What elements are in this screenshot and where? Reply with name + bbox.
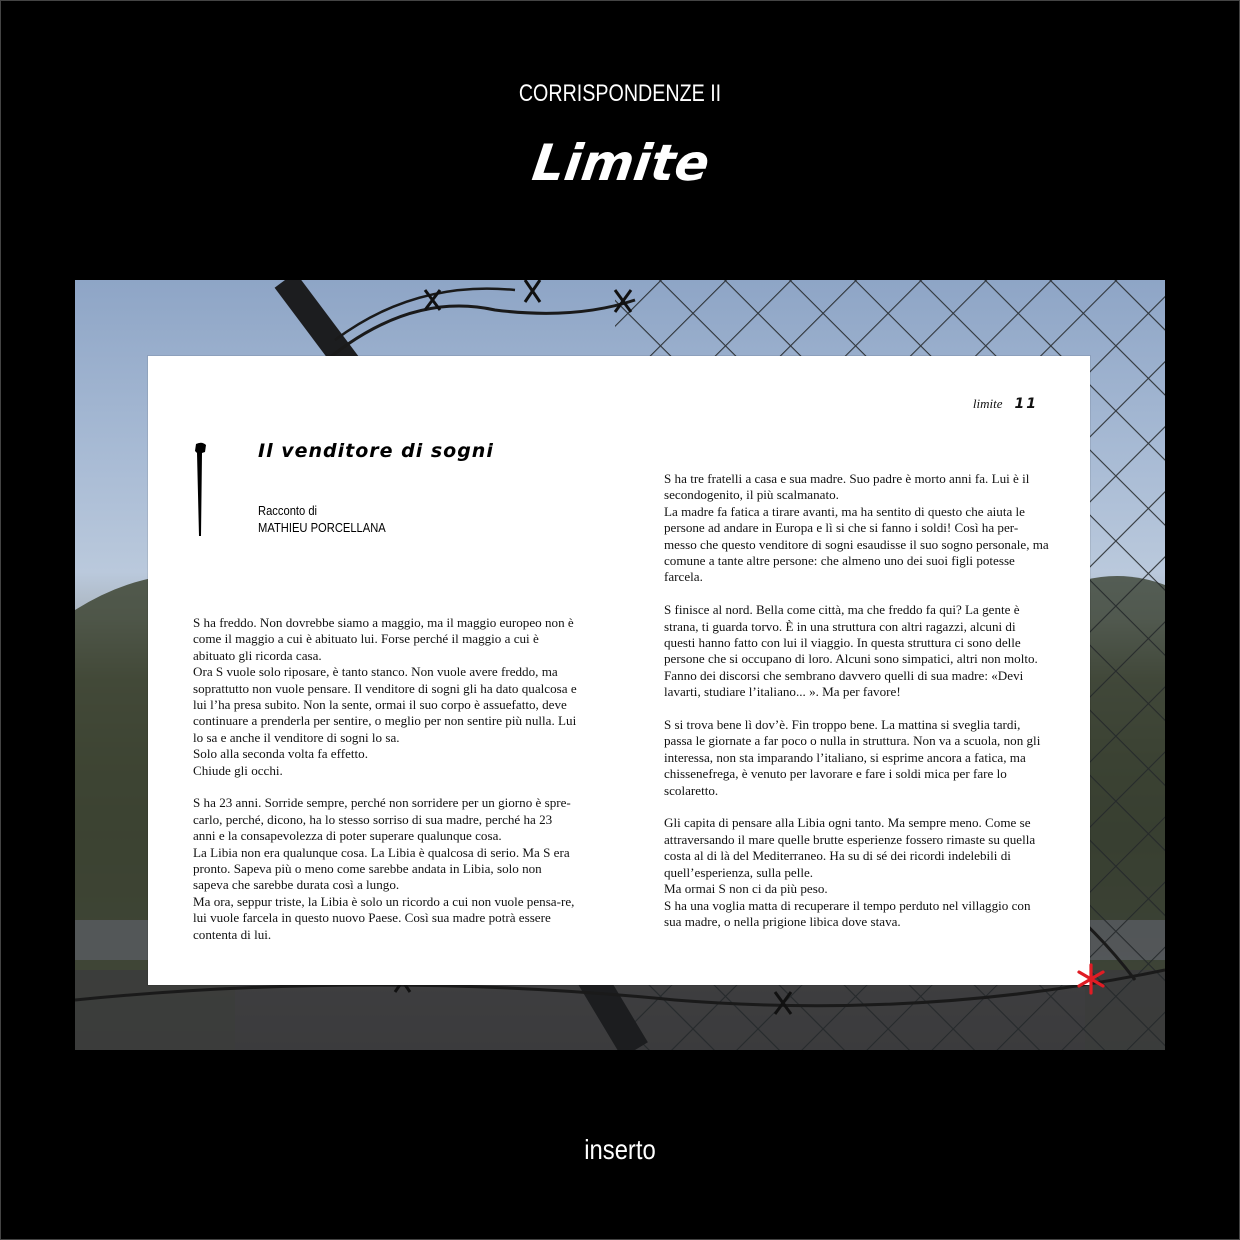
paragraph — [664, 717, 1049, 799]
line: S ha una voglia matta di recuperare il tempo perduto nel villaggio con sua madre, o nella prigione libica dove stava. — [664, 897, 1031, 929]
line: S ha freddo. Non dovrebbe siamo a maggio, ma il maggio europeo non è come il maggio a cui è abituato lui. Forse perché il maggio a cui è abituato gli ricorda casa. — [193, 615, 574, 663]
paragraph — [193, 615, 578, 779]
paragraph — [664, 815, 1049, 930]
brand-logo-text: Limite — [529, 133, 714, 192]
magazine-page — [148, 356, 1090, 985]
paragraph — [664, 602, 1049, 700]
line: S ha 23 anni. Sorride sempre, perché non sorridere per un giorno è spre-carlo, perché, dicono, ha lo stesso sorriso di sua madre, perché ha 23 anni e la consapevolezza di poter superare qualunque cosa. — [193, 795, 571, 844]
line: La Libia non era qualunque cosa. La Libia è qualcosa di serio. Ma S era pronto. Sapeva più o meno come sarebbe andata in Libia, solo non sapeva che sarebbe durata così a lungo. — [193, 844, 570, 893]
nail-icon — [192, 442, 212, 538]
line: La madre fa fatica a tirare avanti, ma ha sentito di questo che aiuta le persone ad andare in Europa e lì si che si fanno i soldi! Così ha per-messo che questo venditore di sogni esaudisse il suo sogno personale, ma comune a tante altre persone: che almeno uno dei suoi figli potesse farcela. — [664, 503, 1049, 585]
story-title: Il venditore di sogni — [258, 440, 494, 462]
author-name: MATHIEU PORCELLANA — [258, 520, 386, 535]
line: S ha tre fratelli a casa e sua madre. Suo padre è morto anni fa. Lui è il secondogenito, il più scalmanato. — [664, 471, 1030, 503]
running-head-title: limite — [972, 396, 1003, 411]
line: Gli capita di pensare alla Libia ogni tanto. Ma sempre meno. Come se attraversando il mare quelle brutte esperienze fossero rimaste su quella costa al di là del Mediterraneo. Ha su di sé dei ricordi indelebili di quell’esperienza, sulla pelle. — [664, 815, 1036, 880]
line: Ma ora, seppur triste, la Libia è solo un ricordo a cui non vuole pensa-re, lui vuole farcela in questo nuovo Paese. Così sua madre potrà essere contenta di lui. — [193, 893, 575, 942]
footer-label: inserto — [584, 1134, 656, 1165]
brand-logo — [520, 128, 720, 198]
line: Ma ormai S non ci da più peso. — [664, 881, 828, 897]
byline-label: Racconto di — [258, 503, 318, 518]
series-title: CORRISPONDENZE II — [518, 80, 722, 107]
right-column — [664, 471, 1049, 947]
paragraph — [193, 795, 578, 943]
page-number: 11 — [1014, 396, 1038, 412]
byline — [258, 502, 386, 536]
line: S si trova bene lì dov’è. Fin troppo bene. La mattina si sveglia tardi, passa le giornate a far poco o nulla in struttura. Non va a scuola, non gli interessa, non sta imparando l’italiano, si esprime ancora a fatica, ma chissenefrega, è venuto per lavorare e fare i soldi mica per fare lo scolaretto. — [664, 717, 1041, 798]
left-column — [193, 615, 578, 960]
running-head — [973, 396, 1038, 412]
paragraph — [664, 471, 1049, 586]
line: S finisce al nord. Bella come città, ma che freddo fa qui? La gente è strana, ti guarda torvo. È in una struttura con altri ragazzi, alcuni di questi hanno fatto con lui il viaggio. In questa struttura ci sono delle persone che si occupano di loro. Alcuni sono simpatici, altri non molto. Fanno dei discorsi che sembrano davvero quelli di sua madre: «Devi lavarti, studiare l’italiano... ». Ma per favore! — [664, 602, 1038, 700]
line: Ora S vuole solo riposare, è tanto stanco. Non vuole avere freddo, ma soprattutto non vuole pensare. Il venditore di sogni gli ha dato qualcosa e lui l’ha presa subito. Non la sente, ormai il suo corpo è assuefatto, deve continuare a prenderla per sentire, o meglio per non sentire più nulla. Lui lo sa e anche il venditore di sogni lo sa. — [193, 664, 577, 745]
asterisk-icon — [1074, 962, 1108, 996]
line: Chiude gli occhi. — [193, 762, 283, 778]
line: Solo alla seconda volta fa effetto. — [193, 746, 369, 762]
